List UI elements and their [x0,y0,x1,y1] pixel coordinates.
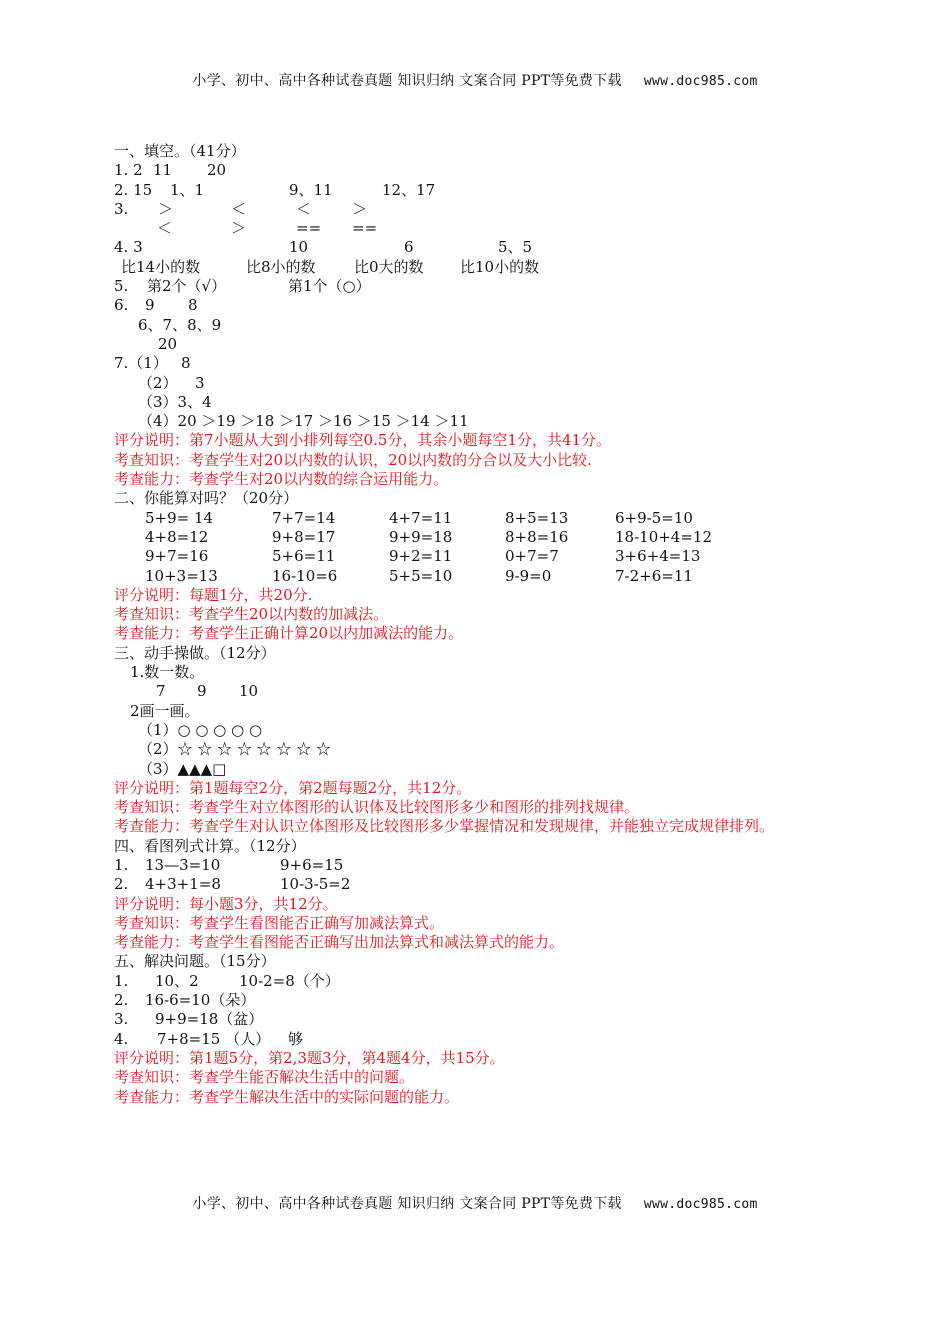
line-segment: 7.（1） [114,354,168,373]
line-segment: 9-9=0 [505,566,552,585]
answer-line [114,335,874,354]
line-segment: 一、填空。（41分） [114,142,246,160]
line-segment: （2）☆ ☆ ☆ ☆ ☆ ☆ ☆ ☆ [138,740,331,759]
grading-note-line [114,779,874,798]
line-segment: 评分说明：第7小题从大到小排列每空0.5分，其余小题每空1分，共41分。 [114,431,612,450]
line-segment: == [296,219,322,238]
line-segment: 8+5=13 [505,508,569,527]
line-segment: 9、11 [289,180,333,199]
line-segment: 3. [114,1010,129,1029]
answer-line [114,258,874,277]
grading-note-line [114,470,874,489]
line-segment: 5+5=10 [389,566,453,585]
line-segment: 5、5 [498,238,533,257]
answer-line [114,972,874,991]
line-segment: 7 [156,682,166,701]
answer-line [114,161,874,180]
line-segment: 够 [288,1029,304,1048]
line-segment: 考查知识：考查学生对20以内数的认识，20以内数的分合以及大小比较. [114,450,592,469]
line-segment: 1. 2 [114,161,143,180]
line-segment: 第1个（○） [288,277,371,296]
line-segment: 5+9= 14 [145,508,214,527]
line-segment: 1. [114,855,129,874]
answer-line [114,567,874,586]
line-segment: ＜ [296,199,312,218]
line-segment: 9+9=18（盆） [155,1010,264,1029]
line-segment: 考查知识：考查学生看图能否正确写加减法算式。 [114,913,445,932]
header-text: 小学、初中、高中各种试卷真题 知识归纳 文案合同 PPT等免费下载 [192,73,622,89]
line-segment: ＞ [158,199,174,218]
answer-line [114,740,874,759]
answer-line [114,489,874,508]
line-segment: 12、17 [382,180,436,199]
line-segment: 6+9-5=10 [615,508,693,527]
answer-line [114,856,874,875]
line-segment: 7+7=14 [272,508,336,527]
line-segment: 7+8=15 （人） [157,1029,271,1048]
line-segment: 9+9=18 [389,527,453,546]
answer-line [114,374,874,393]
line-segment: 10+3=13 [145,566,218,585]
line-segment: 20 [158,334,178,353]
footer-text: 小学、初中、高中各种试卷真题 知识归纳 文案合同 PPT等免费下载 [192,1196,622,1212]
line-segment: 2. [114,991,129,1010]
line-segment: 评分说明：每小题3分，共12分。 [114,894,338,913]
grading-note-line [114,933,874,952]
line-segment: 6 [404,238,414,257]
line-segment: 评分说明：每题1分，共20分. [114,585,313,604]
answer-line [114,547,874,566]
line-segment: ＜ [157,219,173,238]
grading-note-line [114,817,874,836]
answer-line [114,296,874,315]
line-segment: 9 [145,296,155,315]
footer-url[interactable]: www.doc985.com [643,1197,758,1212]
line-segment: （4）20 ＞19 ＞18 ＞17 ＞16 ＞15 ＞14 ＞11 [138,412,469,431]
line-segment: 评分说明：第1题每空2分，第2题每题2分，共12分。 [114,778,472,797]
line-segment: ＜ [231,199,247,218]
line-segment: 1、1 [170,180,205,199]
line-segment: 3+6+4=13 [615,547,701,566]
header-url[interactable]: www.doc985.com [643,74,758,89]
line-segment: （2） [138,373,178,392]
answer-line [114,721,874,740]
line-segment: 20 [207,161,227,180]
line-segment: 2. [114,875,129,894]
grading-note-line [114,895,874,914]
line-segment: 2. 15 [114,180,153,199]
line-segment: 四、看图列式计算。（12分） [114,836,306,855]
answer-line [114,837,874,856]
line-segment: == [352,219,378,238]
answer-line [114,644,874,663]
answer-line [114,219,874,238]
answer-key-body [114,142,874,1107]
line-segment: 10 [239,682,259,701]
page-header [0,70,950,90]
line-segment: 10 [289,238,309,257]
line-segment: ＞ [352,199,368,218]
answer-line [114,663,874,682]
line-segment: 考查知识：考查学生对立体图形的认识体及比较图形多少和图形的排列找规律。 [114,798,640,817]
line-segment: （3）▲▲▲□ [138,759,227,778]
answer-line [114,952,874,971]
grading-note-line [114,431,874,450]
line-segment: 4. 3 [114,238,143,257]
line-segment: 6、7、8、9 [138,315,222,334]
line-segment: 考查能力：考查学生正确计算20以内加减法的能力。 [114,624,464,643]
line-segment: 三、动手操做。（12分） [114,643,276,662]
line-segment: 考查能力：考查学生对20以内数的综合运用能力。 [114,470,449,489]
line-segment: （1）○ ○ ○ ○ ○ [138,720,263,739]
line-segment: 9+6=15 [280,855,344,874]
grading-note-line [114,1068,874,1087]
line-segment: 考查知识：考查学生20以内数的加减法。 [114,605,389,624]
line-segment: 2画一画。 [130,701,200,720]
answer-line [114,354,874,373]
answer-line [114,200,874,219]
answer-line [114,528,874,547]
answer-line [114,142,874,161]
line-segment: 第2个（√） [147,277,227,296]
line-segment: 8 [188,296,198,315]
answer-line [114,875,874,894]
answer-line [114,991,874,1010]
line-segment: 4+7=11 [389,508,453,527]
line-segment: ＞ [231,219,247,238]
line-segment: （3）3、4 [138,392,212,411]
line-segment: 9 [197,682,207,701]
line-segment: 7-2+6=11 [615,566,693,585]
line-segment: 3. [114,199,129,218]
answer-line [114,760,874,779]
line-segment: 11 [153,161,173,180]
grading-note-line [114,798,874,817]
line-segment: 10-2=8（个） [239,971,340,990]
line-segment: 9+7=16 [145,547,209,566]
answer-line [114,181,874,200]
line-segment: 比0大的数 [354,257,424,276]
line-segment: 五、解决问题。（15分） [114,952,276,971]
answer-line [114,412,874,431]
answer-line [114,1030,874,1049]
line-segment: 8 [181,354,191,373]
line-segment: 4+8=12 [145,527,209,546]
line-segment: 8+8=16 [505,527,569,546]
line-segment: 9+2=11 [389,547,453,566]
answer-line [114,1010,874,1029]
line-segment: 18-10+4=12 [615,527,713,546]
line-segment: 10、2 [155,971,199,990]
line-segment: 5. [114,277,129,296]
line-segment: 比14小的数 [121,257,201,276]
line-segment: 1. [114,971,129,990]
line-segment: 10-3-5=2 [280,875,351,894]
line-segment: 16-6=10（朵） [145,991,256,1010]
line-segment: 考查知识：考查学生能否解决生活中的问题。 [114,1068,415,1087]
line-segment: 考查能力：考查学生看图能否正确写出加法算式和减法算式的能力。 [114,933,565,952]
grading-note-line [114,914,874,933]
page-footer [0,1193,950,1213]
line-segment: 比10小的数 [460,257,540,276]
line-segment: 6. [114,296,129,315]
grading-note-line [114,451,874,470]
line-segment: 9+8=17 [272,527,336,546]
line-segment: 13—3=10 [145,855,221,874]
line-segment: 16-10=6 [272,566,338,585]
line-segment: 4. [114,1029,129,1048]
answer-line [114,702,874,721]
line-segment: 考查能力：考查学生解决生活中的实际问题的能力。 [114,1087,460,1106]
grading-note-line [114,1088,874,1107]
answer-line [114,682,874,701]
line-segment: 3 [195,373,205,392]
grading-note-line [114,1049,874,1068]
grading-note-line [114,586,874,605]
answer-line [114,316,874,335]
line-segment: 二、你能算对吗？（20分） [114,489,299,508]
answer-line [114,393,874,412]
line-segment: 0+7=7 [505,547,559,566]
answer-line [114,509,874,528]
answer-line [114,277,874,296]
grading-note-line [114,624,874,643]
line-segment: 考查能力：考查学生对认识立体图形及比较图形多少掌握情况和发现规律，并能独立完成规律排列。 [114,817,775,836]
answer-line [114,238,874,257]
line-segment: 5+6=11 [272,547,336,566]
grading-note-line [114,605,874,624]
line-segment: 评分说明：第1题5分，第2,3题3分，第4题4分，共15分。 [114,1048,505,1067]
line-segment: 4+3+1=8 [145,875,221,894]
line-segment: 1.数一数。 [130,663,205,682]
line-segment: 比8小的数 [246,257,316,276]
